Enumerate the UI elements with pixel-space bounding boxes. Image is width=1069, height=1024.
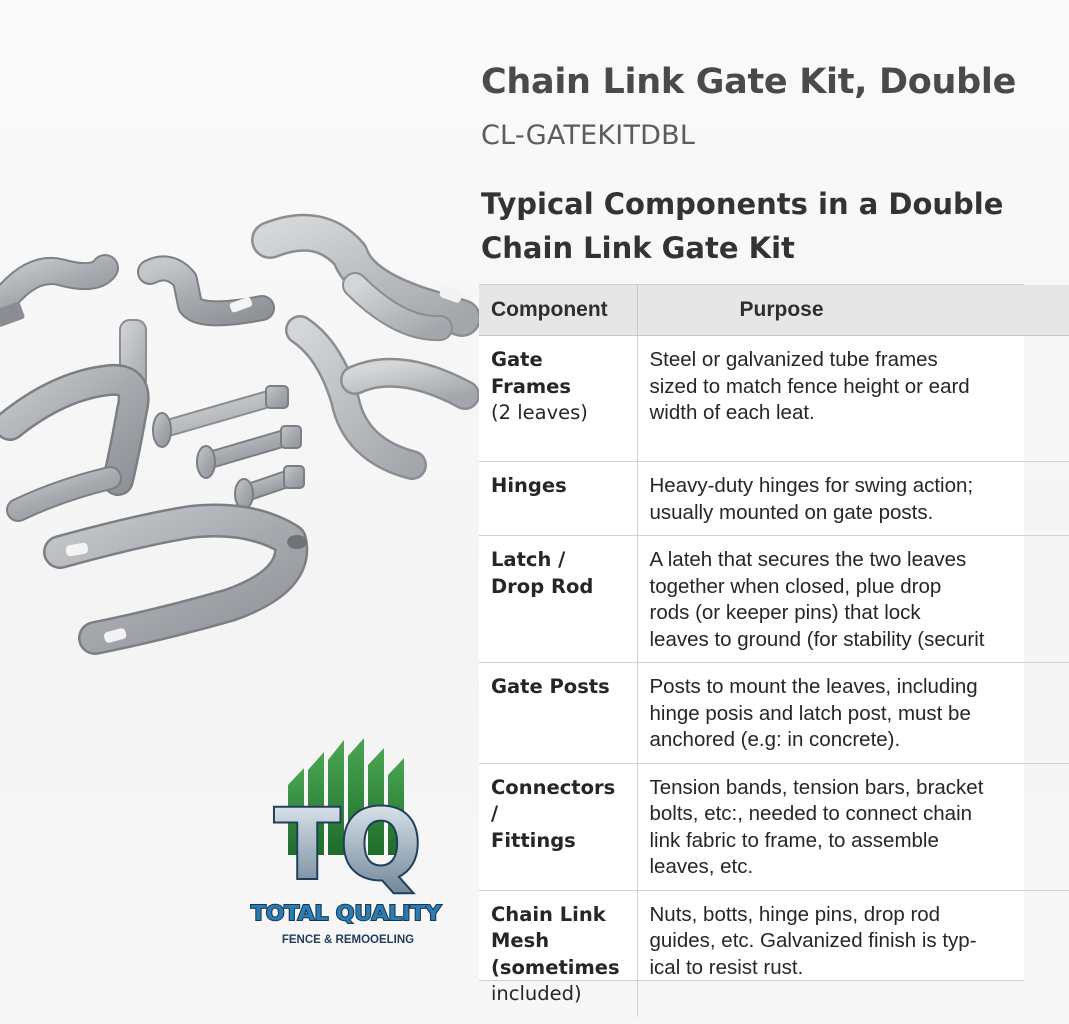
row-component-name: Connectors / (491, 775, 616, 825)
row-purpose-cell (637, 890, 1069, 1017)
row-purpose-line: usually mounted on gate posts. (649, 500, 934, 524)
clamp-large-bottom (60, 520, 307, 643)
row-component-name: Hinges (491, 474, 567, 497)
row-purpose-line: bolts, etc:, needed to connect chain (649, 802, 973, 825)
row-purpose-line: link fabric to frame, to assemble (649, 828, 939, 852)
gate-hardware-illustration (0, 210, 480, 670)
row-purpose-cell (637, 462, 1069, 536)
logo-company-name: TOTAL QUALITY (251, 901, 442, 925)
components-table (479, 285, 1069, 1017)
row-purpose-line: A lateh that secures the two leaves (649, 548, 967, 571)
row-purpose-line: leaves, etc. (649, 855, 754, 878)
row-component-name: Gate Frames (491, 348, 571, 398)
row-component-name: Latch / (491, 548, 566, 571)
row-purpose-line: Steel or galvanized tube frames (649, 348, 938, 371)
row-purpose-line: ical to resist rust. (649, 955, 804, 979)
carriage-bolt-short (235, 466, 304, 509)
components-table-container (479, 284, 1024, 1005)
header-component: Component (479, 285, 637, 336)
section-heading-line-1: Typical Components in a Double (481, 187, 1004, 221)
section-heading-line-2: Chain Link Gate Kit (481, 231, 795, 265)
row-purpose-line: anchored (e.g: in concrete). (649, 728, 901, 751)
row-component-name-line-2: Drop Rod (491, 574, 594, 598)
row-purpose-cell (637, 336, 1069, 462)
row-component-note: (2 leaves) (491, 401, 588, 424)
table-header-row (479, 285, 1069, 336)
band-clamp-right (300, 330, 465, 465)
clamp-large-top (270, 233, 463, 328)
row-component-cell (479, 763, 637, 890)
row-purpose-line: width of each leat. (649, 401, 815, 424)
table-row (479, 663, 1069, 764)
row-purpose-line: sized to match fence height or eard (649, 374, 970, 398)
clamp-small (150, 268, 262, 313)
section-heading (481, 182, 1011, 270)
logo-letters: TQ (274, 789, 422, 901)
row-component-note-line-2: included) (491, 982, 582, 1005)
row-component-note: (sometimes (491, 955, 620, 979)
row-purpose-cell (637, 663, 1069, 764)
logo-tagline: FENCE & REMOOELING (281, 934, 415, 946)
row-component-name: Gate Posts (491, 675, 610, 698)
product-title: Chain Link Gate Kit, Double (481, 62, 1017, 102)
row-purpose-line: rods (or keeper pins) that lock (649, 601, 921, 624)
product-sku: CL-GATEKITDBL (481, 120, 696, 151)
row-purpose-line: Posts to mount the leaves, including (649, 675, 978, 698)
row-purpose-cell (637, 536, 1069, 663)
row-component-name: Chain Link (491, 902, 606, 926)
table-row (479, 536, 1069, 663)
total-quality-logo (248, 730, 448, 960)
row-component-cell (479, 890, 637, 1017)
table-row (479, 763, 1069, 890)
row-purpose-line: hinge posis and latch post, must be (649, 701, 971, 725)
row-purpose-line: together when closed, plue drop (649, 574, 942, 598)
row-component-cell (479, 462, 637, 536)
row-purpose-line: Heavy-duty hinges for swing action; (649, 474, 974, 497)
row-purpose-line: leaves to ground (for stability (securit (649, 627, 985, 651)
hinge-with-pin (10, 320, 146, 510)
row-purpose-line: Nuts, botts, hinge pins, drop rod (649, 902, 941, 926)
table-row (479, 462, 1069, 536)
row-component-name-line-2: Mesh (491, 929, 550, 952)
row-purpose-line: Tension bands, tension bars, bracket (649, 775, 984, 799)
clamp-top-left (0, 268, 105, 328)
row-component-cell (479, 336, 637, 462)
row-purpose-line: guides, etc. Galvanized finish is typ- (649, 929, 977, 952)
header-purpose: Purpose (637, 285, 1069, 336)
row-component-cell (479, 536, 637, 663)
row-component-cell (479, 663, 637, 764)
table-row (479, 336, 1069, 462)
row-component-name-line-2: Fittings (491, 828, 576, 852)
row-purpose-cell (637, 763, 1069, 890)
table-row (479, 890, 1069, 1017)
